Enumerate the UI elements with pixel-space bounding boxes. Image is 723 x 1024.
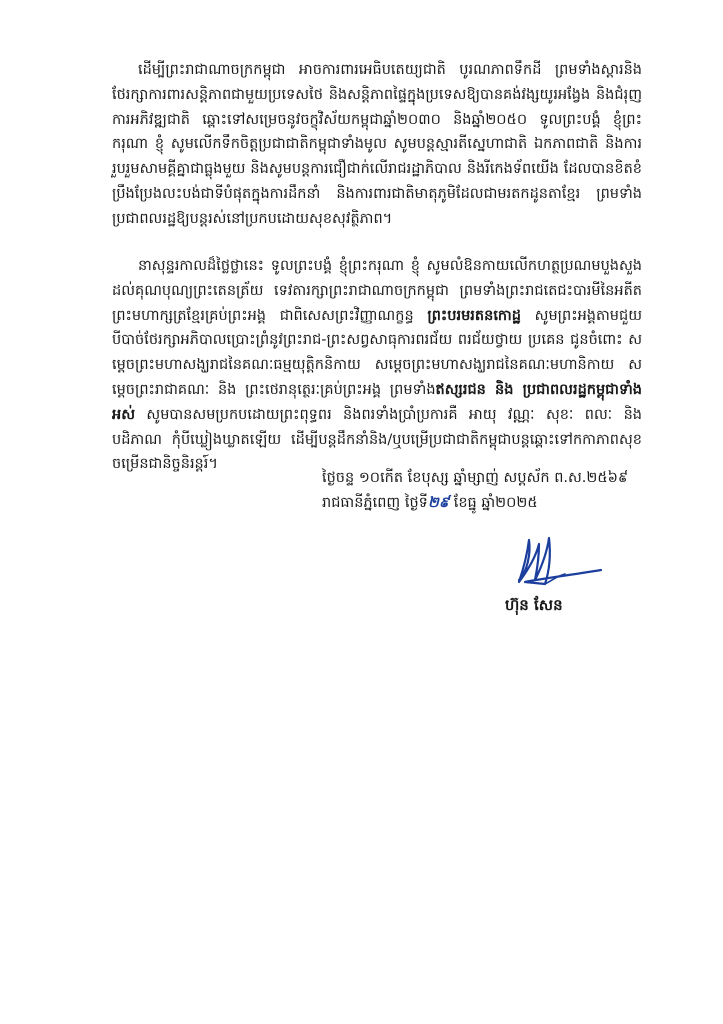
paragraph-1-text: ដើម្បីព្រះរាជាណាចក្រកម្ពុជា អាចការពារអេធិបតេយ្យជាតិ បូរណភាពទឹកដី ព្រមទាំងស្តារនិងថែរក្សាការពារសន្តិភាពជាមួយប្រទេសថៃ និងសន្តិភាពផ្ទៃក្នុងប្រទេសឱ្យបានគង់វង្សយូរអង្វែង និងជំរុញការអភិវឌ្ឍជាតិ ឆ្ពោះទៅសម្រេចនូវចក្ខុវិស័យកម្ពុជាឆ្នាំ២០៣០ និងឆ្នាំ២០៥០ ទូលព្រះបង្គំ ខ្ញុំព្រះករុណា ខ្ញុំ សូមលើកទឹកចិត្តប្រជាជាតិកម្ពុជាទាំងមូល សូមបន្តស្មារតីស្នេហាជាតិ ឯកភាពជាតិ និងការរួបរួមសាមគ្គីគ្នាជាធ្លុងមួយ និងសូមបន្តការជឿជាក់លើរាជរដ្ឋាភិបាល និងរីកេងទ័ពយើង ដែលបានខិតខំប្រឹងប្រែងលះបង់ជាទីបំផុតក្នុងការដឹកនាំ និងការពារជាតិមាតុភូមិដែលជាមរតកដូនតាខ្មែរ ព្រមទាំងប្រជាពលរដ្ឋឱ្យបន្តរស់នៅប្រកបដោយសុខសុវត្ថិភាព។ — [112, 62, 642, 227]
royal-name-bold: ព្រះបរមរតនកោដ្ឋ — [427, 307, 521, 324]
solar-day-handwritten: ២៩ — [427, 495, 450, 511]
solar-date-prefix: រាជធានីភ្នំពេញ ថ្ងៃទី — [322, 495, 428, 511]
signer-name: ហ៊ុន សែន — [505, 596, 563, 614]
paragraph-2-text-c: សូមបានសមប្រកបដោយព្រះពុទ្ធពរ និងពរទាំងប្រាំប្រការគឺ អាយុ វណ្ណៈ សុខៈ ពលៈ និងបដិភាណ កុំបីឃ្លៀងឃ្លាតឡើយ ដើម្បីបន្តដឹកនាំនិង/ឬបម្រើប្រជាជាតិកម្ពុជាបន្តឆ្ពោះទៅកកាភាពសុខចម្រើនជានិច្ចនិរន្តរ៍។ — [112, 406, 643, 473]
solar-date — [322, 491, 628, 516]
paragraph-2-text-a: នាសុន្ទរកាលដ៏ថ្លៃថ្លានេះ ទូលព្រះបង្គំ ខ្ញុំព្រះករុណា ខ្ញុំ សូមលំឱនកាយលើកហត្ថប្រណមបួងសួងដល់គុណបុណ្យព្រះតេនត្រ័យ ទេវតារក្សាព្រះរាជាណាចក្រកម្ពុជា ព្រមទាំងព្រះរាជតេជះបារមីនៃអតីតព្រះមហាក្សត្រខ្មែរគ្រប់ព្រះអង្គ ជាពិសេសព្រះវិញ្ញាណក្ខន្ធ — [112, 258, 642, 324]
date-block — [322, 466, 628, 516]
solar-date-suffix: ខែធ្នូ ឆ្នាំ២០២៥ — [453, 495, 538, 511]
body-paragraph-1 — [112, 58, 642, 232]
lunar-date: ថ្ងៃចន្ទ ១០កើត ខែបុស្ស ឆ្នាំម្សាញ់ សប្តស័ក ព.ស.២៥៦៩ — [322, 470, 629, 486]
citizens-bold: ឥស្សរជន និង ប្រជាពលរដ្ឋកម្ពុជាទាំងអស់ — [112, 381, 642, 423]
body-paragraph-2 — [112, 254, 642, 477]
handwritten-signature — [505, 530, 615, 590]
paragraph-2-text-b: សូមព្រះអង្គតាមជួយបីបាច់ថែរក្សាអភិបាលប្រោះព្រំនូវព្រះរាជ-ព្រះសព្វសាធុការពរជ័យ ពរជ័យថ្វាយ ប្រគេន ជូនចំពោះ សម្តេចព្រះមហាសង្ឃរាជនៃគណៈធម្មយុត្តិកនិកាយ សម្តេចព្រះមហាសង្ឃរាជនៃគណៈមហានិកាយ សម្តេចព្រះរាជាគណៈ និង ព្រះថេរានុត្ថេរៈគ្រប់ព្រះអង្គ ព្រមទាំង — [112, 307, 643, 398]
